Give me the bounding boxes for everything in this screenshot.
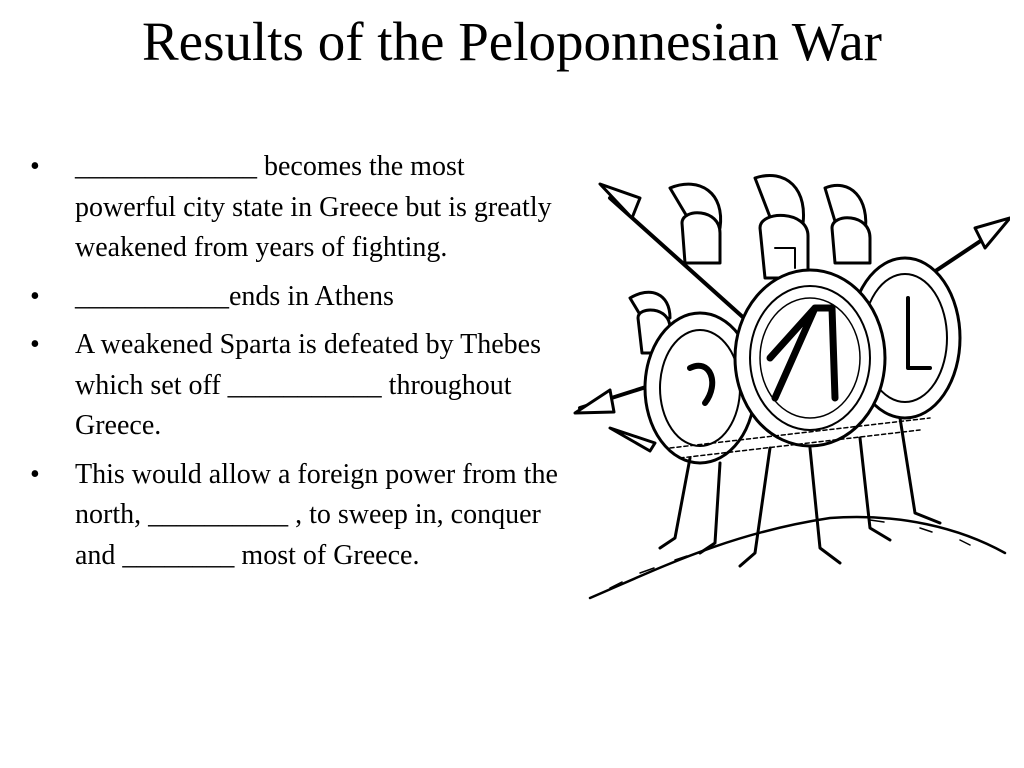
bullet-item [30,325,570,447]
bullet-marker: • [30,329,40,360]
bullet-text: _____________ becomes the most powerful city state in Greece but is greatly weakened from years of fighting. [75,151,552,263]
spear-tip-left-lower [575,390,614,413]
spartan-warriors-icon [570,168,1010,608]
warrior-left-helmet [682,213,720,263]
bullet-item [30,277,570,318]
warrior-right-helmet [832,218,870,263]
bullet-marker: • [30,280,40,312]
bullet-marker: • [30,458,40,490]
warrior-center-helmet [760,215,808,278]
warrior-center-shield [735,270,885,446]
sword [610,428,655,451]
bullet-text: This would allow a foreign power from the north, __________ , to sweep in, conquer and ________ most of Greece. [75,458,558,571]
bullet-item [30,147,570,269]
bullet-item [30,455,570,577]
bullet-text: A weakened Sparta is defeated by Thebes which set off ___________ throughout Greece. [75,329,541,441]
slide-title: Results of the Peloponnesian War [141,11,882,72]
spear-tip-left-upper [600,184,640,218]
bullet-list [30,147,570,584]
bullet-text: ___________ends in Athens [75,280,394,312]
hill-outline [590,517,1005,598]
bullet-marker: • [30,151,40,182]
hill-hatching [610,520,970,588]
